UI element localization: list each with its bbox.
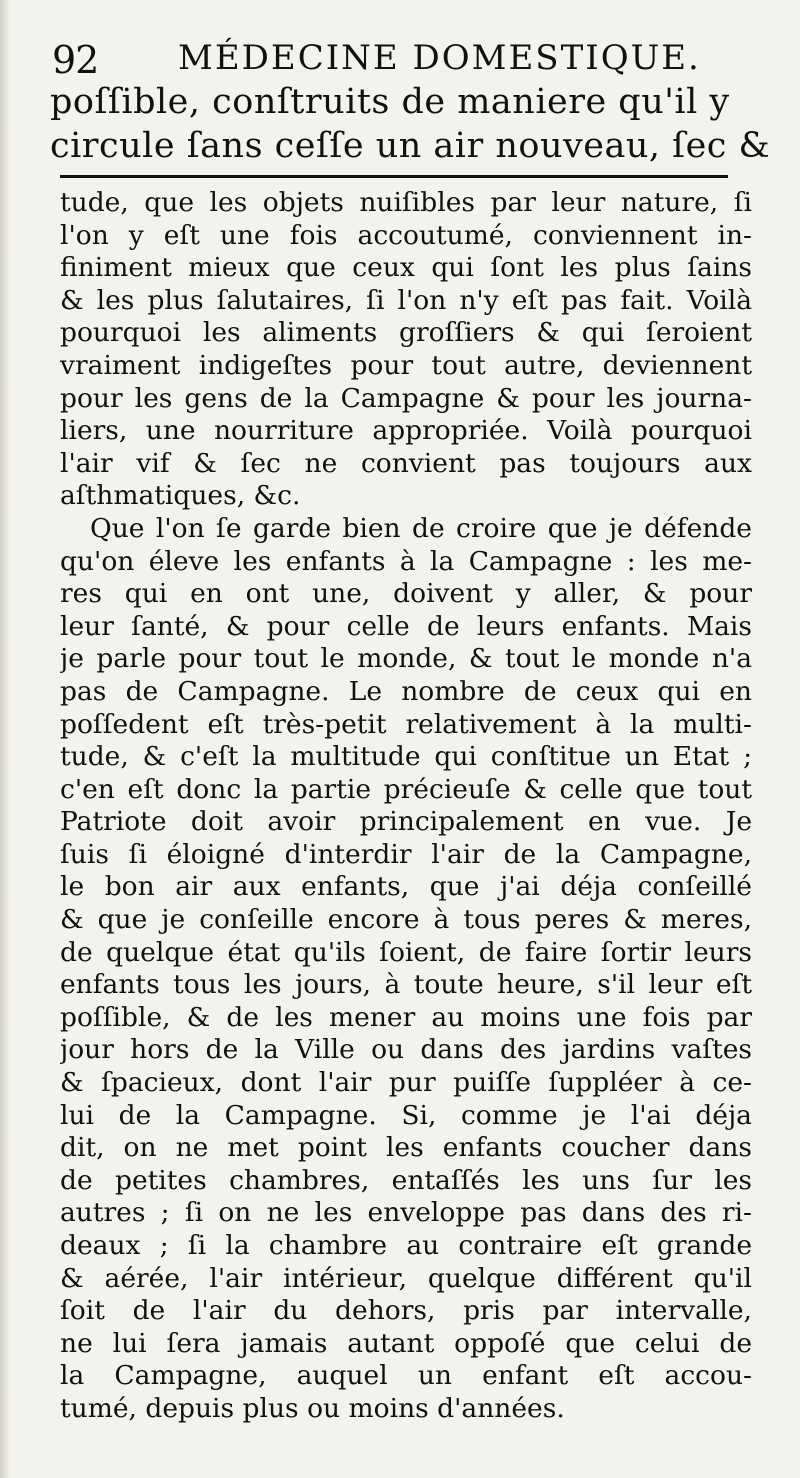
text-line: res qui en ont une, doivent y aller, & pour <box>60 578 752 610</box>
text-line: autres ; ſi on ne les enveloppe pas dans des ri- <box>60 1197 752 1229</box>
page-header <box>52 30 752 86</box>
text-line: je parle pour tout le monde, & tout le monde n'a <box>60 643 752 675</box>
text-line: tude, & c'eſt la multitude qui conſtitue un Etat ; <box>60 741 752 773</box>
text-line: finiment mieux que ceux qui ſont les plus ſains <box>60 252 752 284</box>
continued-text-top <box>50 80 771 168</box>
text-line: qu'on éleve les enfants à la Campagne : les me- <box>60 545 752 577</box>
text-line: de quelque état qu'ils ſoient, de faire ſortir leurs <box>60 936 752 968</box>
paragraph-start-line: Que l'on ſe garde bien de croire que je défende <box>90 512 752 544</box>
text-line: & aérée, l'air intérieur, quelque différent qu'il <box>60 1262 752 1294</box>
text-line: de petites chambres, entaſſés les uns ſur les <box>60 1164 752 1196</box>
text-line: pour les gens de la Campagne & pour les journa- <box>60 382 752 414</box>
text-line: l'on y eſt une fois accoutumé, conviennent in- <box>60 219 752 251</box>
text-line: tumé, depuis plus ou moins d'années. <box>60 1392 565 1424</box>
text-line: ſoit de l'air du dehors, pris par intervalle, <box>60 1295 752 1327</box>
text-line: tude, que les objets nuiſibles par leur nature, ſi <box>60 187 752 218</box>
text-line: l'air vif & ſec ne convient pas toujours aux <box>60 447 752 479</box>
page-number: 92 <box>52 38 99 82</box>
text-line: poſſible, & de les mener au moins une fois par <box>60 1001 752 1033</box>
text-line: aſthmatiques, &c. <box>60 480 301 512</box>
top-line: poſſible, conſtruits de maniere qu'il y <box>50 82 730 122</box>
text-line: vraiment indigeſtes pour tout autre, deviennent <box>60 349 752 381</box>
text-line: leur ſanté, & pour celle de leurs enfants. Mais <box>60 610 752 642</box>
separator-rule <box>60 175 728 178</box>
text-line: & ſpacieux, dont l'air pur puiſſe ſuppléer à ce- <box>60 1067 752 1099</box>
text-line: & les plus ſalutaires, ſi l'on n'y eſt pas fait. Voilà <box>60 284 752 316</box>
text-line: la Campagne, auquel un enfant eſt accou- <box>60 1360 752 1392</box>
text-line: enfants tous les jours, à toute heure, s'il leur eſt <box>60 969 752 1001</box>
text-line: deaux ; ſi la chambre au contraire eſt grande <box>60 1230 752 1261</box>
text-line: lui de la Campagne. Si, comme je l'ai déja <box>60 1099 752 1131</box>
body-text <box>60 187 752 1426</box>
page-edge-shadow <box>0 0 10 1478</box>
text-line: liers, une nourriture appropriée. Voilà pourquoi <box>60 415 752 447</box>
text-line: ſuis ſi éloigné d'interdir l'air de la Campagne, <box>60 838 752 870</box>
text-line: dit, on ne met point les enfants coucher dans <box>60 1132 752 1164</box>
text-line: poſſedent eſt très-petit relativement à la multi- <box>60 708 752 740</box>
text-line: le bon air aux enfants, que j'ai déja conſeillé <box>60 871 752 903</box>
text-line: & que je conſeille encore à tous peres & meres, <box>60 904 752 936</box>
running-title: MÉDECINE DOMESTIQUE. <box>178 38 701 78</box>
top-line: circule ſans ceſſe un air nouveau, ſec & <box>50 126 771 166</box>
text-line: Patriote doit avoir principalement en vue. Je <box>60 806 752 838</box>
text-line: c'en eſt donc la partie précieuſe & celle que tout <box>60 773 752 805</box>
text-line: ne lui ſera jamais autant oppoſé que celui de <box>60 1327 752 1359</box>
text-line: pas de Campagne. Le nombre de ceux qui en <box>60 675 752 707</box>
text-line: jour hors de la Ville ou dans des jardins vaſtes <box>60 1034 752 1066</box>
text-line: pourquoi les aliments groſſiers & qui ſeroient <box>60 317 752 349</box>
